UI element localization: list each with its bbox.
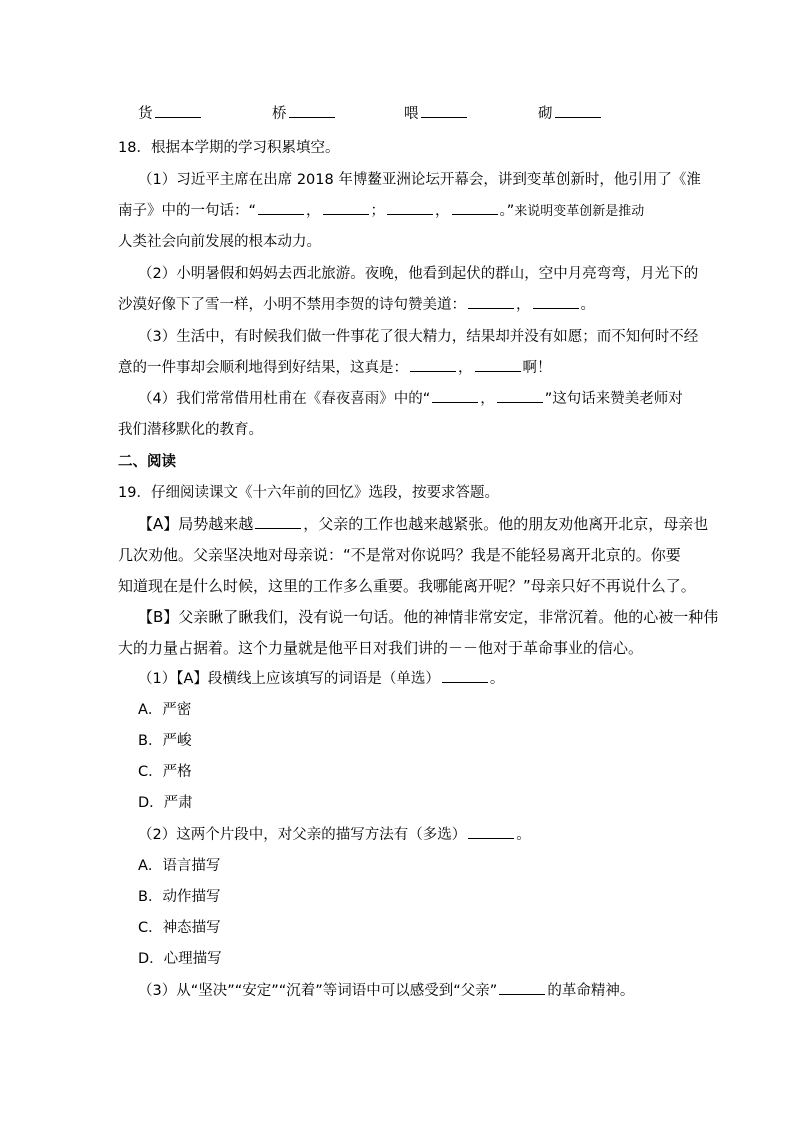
option-item[interactable]: A．语言描写 [138,858,221,874]
answer-blank[interactable] [442,670,488,683]
q19-sub2 [138,825,531,845]
text: 沙漠好像下了雪一样，小明不禁用李贺的诗句赞美道： [118,297,466,313]
text: ， [458,360,473,376]
text: 。 [489,671,505,687]
word-char: 喂 [404,106,419,122]
answer-blank[interactable] [421,105,467,118]
answer-blank[interactable] [533,296,579,309]
option-item[interactable]: A．严密 [138,702,192,718]
word-item [538,104,603,124]
q18-p4-line1 [138,389,683,409]
answer-blank[interactable] [258,202,304,215]
q19-title: 19．仔细阅读课文《十六年前的回忆》选段，按要求答题。 [118,485,499,501]
q18-p1-line2 [118,201,644,222]
answer-blank[interactable] [468,826,514,839]
text: （1）【A】段横线上应该填写的词语是（单选） [138,671,440,687]
q18-p3-line2 [118,358,552,378]
q18-p2-line2 [118,295,595,315]
text: ”这句话来赞美老师对 [544,391,683,407]
answer-blank[interactable] [255,516,301,529]
text: ，父亲的工作也越来越紧张。他的朋友劝他离开北京，母亲也 [303,515,709,533]
passage-a-line3: 知道现在是什么时候，这里的工作多么重要。我哪能离开呢？”母亲只好不再说什么了。 [118,577,696,595]
word-item [272,104,337,124]
word-item [138,104,203,124]
text: ， [480,391,495,407]
option-item[interactable]: C．神态描写 [138,920,221,936]
answer-blank[interactable] [387,202,433,215]
word-item [404,104,469,124]
q18-p1-line1: （1）习近平主席在出席 2018 年博鳌亚洲论坛开幕会，讲到变革创新时，他引用了《淮 [138,172,701,188]
passage-b-line1: 【B】父亲瞅了瞅我们，没有说一句话。他的神情非常安定，非常沉着。他的心被一种伟 [138,608,719,626]
answer-blank[interactable] [475,359,521,372]
option-item[interactable]: D．心理描写 [138,951,222,967]
option-item[interactable]: D．严肃 [138,795,193,811]
word-char: 货 [138,106,153,122]
text: （4）我们常常借用杜甫在《春夜喜雨》中的“ [138,391,431,407]
passage-a-line2: 几次劝他。父亲坚决地对母亲说：“不是常对你说吗？我是不能轻易离开北京的。你要 [118,546,681,564]
text: （3）从“坚决”“安定”“沉着”等词语中可以感受到“父亲” [138,983,498,999]
text: 啊！ [522,360,552,376]
answer-blank[interactable] [410,359,456,372]
answer-blank[interactable] [555,105,601,118]
q18-title: 18．根据本学期的学习积累填空。 [118,140,340,156]
option-item[interactable]: C．严格 [138,764,192,780]
answer-blank[interactable] [432,390,478,403]
text: 。” [499,203,515,219]
text: 南子》中的一句话：“ [118,203,257,219]
section-heading: 二、阅读 [118,454,176,470]
answer-blank[interactable] [452,202,498,215]
q19-sub3 [138,981,634,1001]
passage-a-line1 [138,514,708,534]
option-item[interactable]: B．严峻 [138,733,192,749]
text: ， [435,203,450,219]
q18-p1-line3: 人类社会向前发展的根本动力。 [118,234,321,250]
answer-blank[interactable] [289,105,335,118]
option-item[interactable]: B．动作描写 [138,889,221,905]
q18-p4-line2: 我们潜移默化的教育。 [118,422,263,438]
passage-b-line2: 大的力量占据着。这个力量就是他平日对我们讲的－－他对于革命事业的信心。 [118,639,644,657]
answer-blank[interactable] [323,202,369,215]
text: （2）这两个片段中，对父亲的描写方法有（多选） [138,827,467,843]
answer-blank[interactable] [499,982,545,995]
text: ； [370,203,386,219]
q18-p3-line1: （3）生活中，有时候我们做一件事花了很大精力，结果却并没有如愿；而不知何时不经 [138,329,699,345]
text: 【A】局势越来越 [138,515,254,533]
text: 的革命精神。 [547,983,635,999]
text: 意的一件事却会顺利地得到好结果，这真是： [118,360,408,376]
text: 。 [580,297,595,313]
word-char: 砌 [538,106,553,122]
answer-blank[interactable] [468,296,514,309]
text: 。 [516,827,531,843]
answer-blank[interactable] [155,105,201,118]
answer-blank[interactable] [497,390,543,403]
text: ， [516,297,531,313]
q19-sub1 [138,669,504,689]
text: ， [306,203,321,219]
q18-p2-line1: （2）小明暑假和妈妈去西北旅游。夜晚，他看到起伏的群山，空中月亮弯弯，月光下的 [138,266,699,282]
text: 来说明变革创新是推动 [514,204,645,219]
word-char: 桥 [272,106,287,122]
